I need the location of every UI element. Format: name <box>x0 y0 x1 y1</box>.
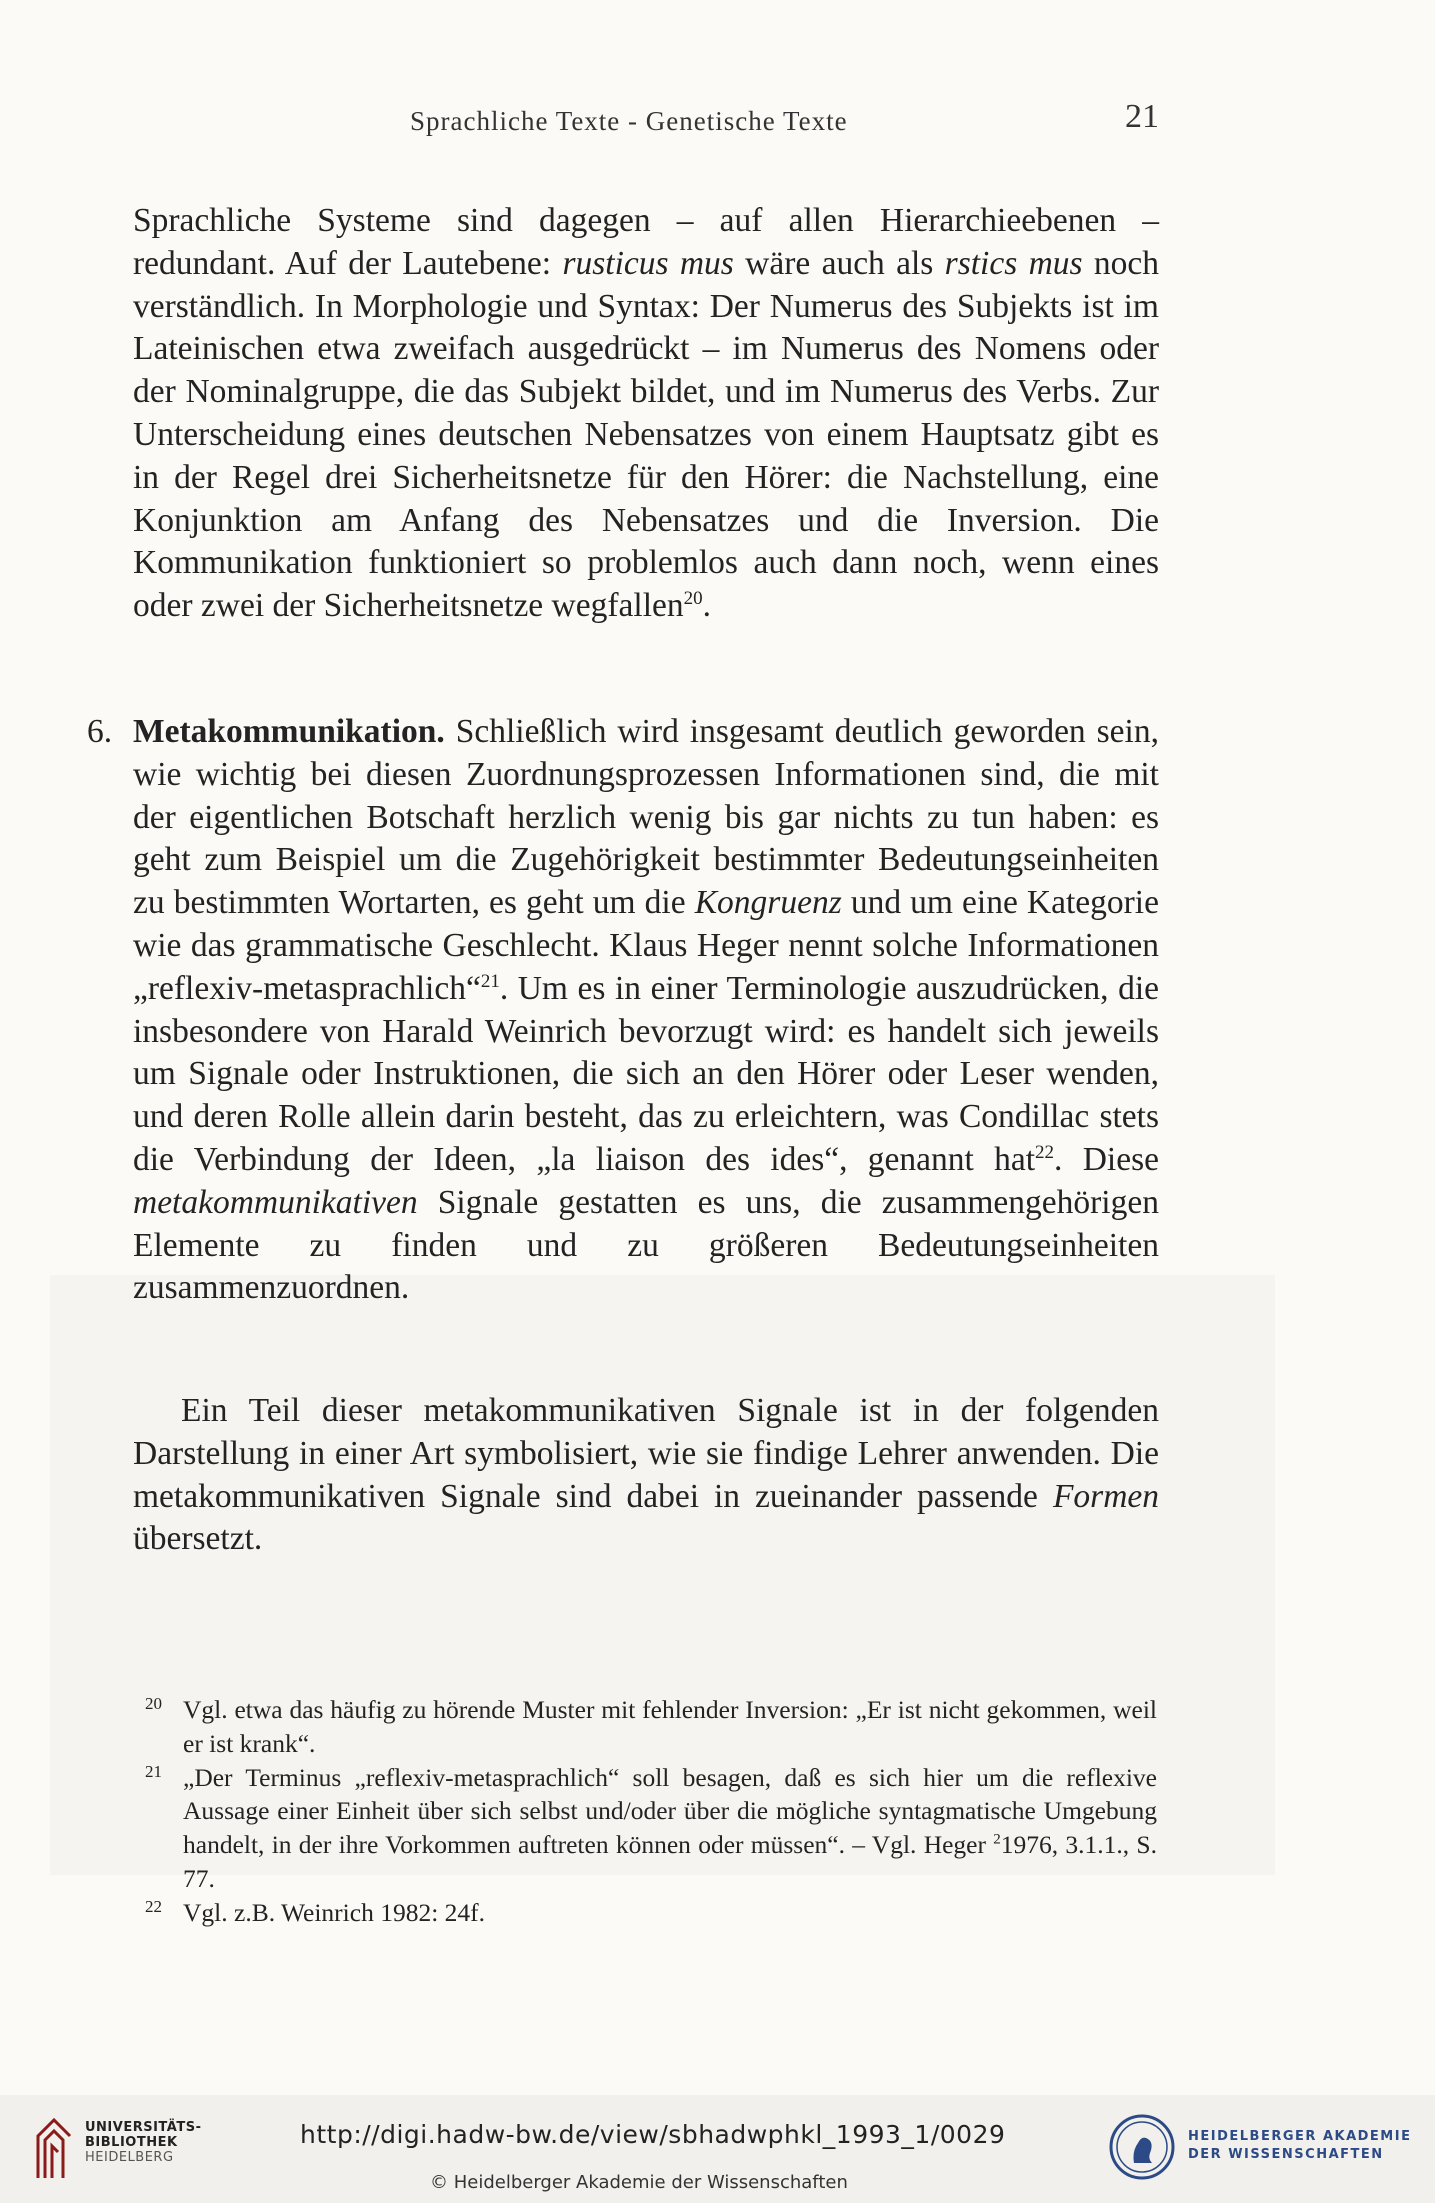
academy-name: HEIDELBERGER AKADEMIE DER WISSENSCHAFTEN <box>1188 2129 1412 2162</box>
footnote-22: 22 Vgl. z.B. Weinrich 1982: 24f. <box>145 1896 486 1927</box>
footnote-ref-21[interactable]: 21 <box>480 970 500 992</box>
footnote-20: 20 Vgl. etwa das häufig zu hörende Muster mit fehlender Inversion: „Er ist nicht gekommen, weil er ist krank“. <box>145 1694 1157 1758</box>
university-library-name: UNIVERSITÄTS- BIBLIOTHEK HEIDELBERG <box>85 2120 202 2165</box>
footnotes <box>145 1693 1157 1930</box>
paragraph-2: 6. Metakommunikation. Schließlich wird insgesamt deutlich geworden sein, wie wichtig bei diesen Zuordnungsprozessen Informationen sind, die mit der eigentlichen Botschaft herzlich wenig bis gar nichts zu tun haben: es geht zum Beispiel um die Zugehörigkeit bestimmter Bedeutungseinheiten zu bestimmten Wortarten, es geht um die Kongruenz und um eine Kategorie wie das grammatische Geschlecht. Klaus Heger nennt solche Informationen „reflexiv-metasprachlich“$^{21}$. Um es in einer Terminologie auszudrücken, die insbesondere von Harald Weinrich bevorzugt wird: es handelt sich jeweils um Signale oder Instruktionen, die sich an den Hörer oder Leser wenden, und deren Rolle allein darin besteht, das zu erleichtern, was Condillac stets die Verbindung der Ideen, „la liaison des ides“, genannt hat$^{22}$. Diese metakommunikativen Signale gestatten es uns, die zusammengehörigen Elemente zu finden und zu größeren Bedeutungseinheiten zusammenzuordnen. <box>87 713 1159 1307</box>
university-library-logo-icon <box>32 2112 77 2184</box>
page-url-link[interactable]: http://digi.hadw-bw.de/view/sbhadwphkl_1993_1/0029 <box>300 2120 1006 2149</box>
footnote-21: 21 „Der Terminus „reflexiv-metasprachlich“ soll besagen, daß es sich hier um die reflexive Aussage einer Einheit über sich selbst und/oder über die mögliche syntagmatische Umgebung handelt, in der ihre Vorkommen auftreten können oder müssen“. – Vgl. Heger $^2$1976, 3.1.1., S. 77. <box>145 1761 1157 1893</box>
copyright-notice: © Heidelberger Akademie der Wissenschaften <box>430 2172 848 2193</box>
footnote-ref-22[interactable]: 22 <box>1035 1141 1055 1163</box>
section-number: 6. <box>87 713 113 750</box>
footnote-ref-20[interactable]: 20 <box>683 588 703 610</box>
paragraph-3: Ein Teil dieser metakommunikativen Signale ist in der folgenden Darstellung in einer Art symbolisiert, wie sie findige Lehrer anwenden. Die metakommunikativen Signale sind dabei in zueinander passende Formen übersetzt. <box>133 1392 1159 1558</box>
paragraph-1: Sprachliche Systeme sind dagegen – auf allen Hierarchieebenen – redundant. Auf der Lautebene: rusticus mus wäre auch als rstics mus noch verständlich. In Morphologie und Syntax: Der Numerus des Subjekts ist im Lateinischen etwa zweifach ausgedrückt – im Numerus des Nomens oder der Nominalgruppe, die das Subjekt bildet, und im Numerus des Verbs. Zur Unterscheidung eines deutschen Nebensatzes von einem Hauptsatz gibt es in der Regel drei Sicherheitsnetze für den Hörer: die Nachstellung, eine Konjunktion am Anfang des Nebensatzes und die Inversion. Die Kommunikation funktioniert so problemlos auch dann noch, wenn eines oder zwei der Sicherheitsnetze wegfallen$^{20}$. <box>133 202 1160 625</box>
section-heading: Metakommunikation. <box>133 713 445 750</box>
academy-seal-icon <box>1108 2113 1176 2181</box>
page-number: 21 <box>1125 98 1159 135</box>
running-title: Sprachliche Texte - Genetische Texte <box>410 106 848 136</box>
